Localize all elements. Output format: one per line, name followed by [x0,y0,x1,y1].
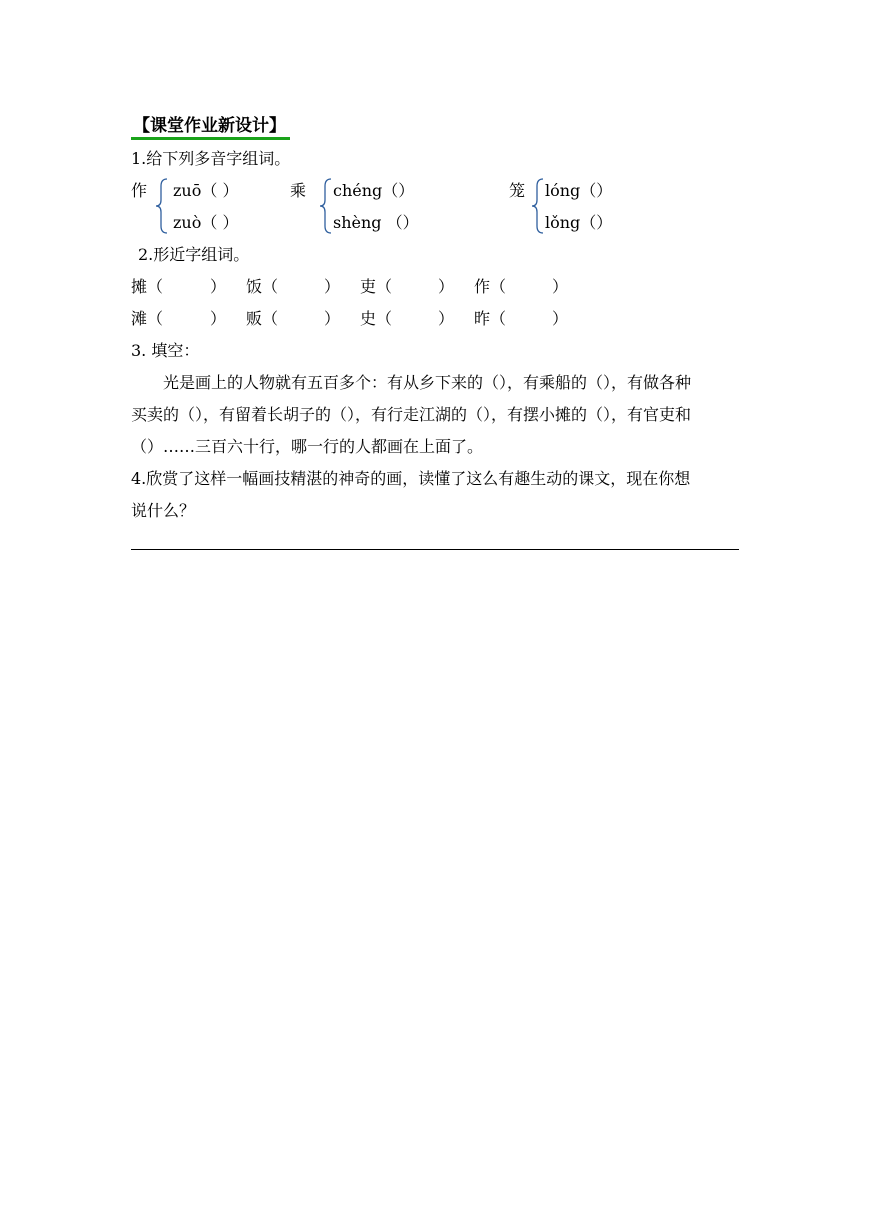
q2-r2-open-1: 滩（ [131,309,164,328]
q2-r1-close-2: ） [324,277,341,296]
q3-prompt: 3. 填空： [131,341,200,360]
brace-icon [155,178,169,234]
q1-char-zuo: 作 [131,181,148,200]
q1-char-long: 笼 [509,181,526,200]
q2-r1-open-2: 饭（ [246,277,279,296]
q1-prompt: 1.给下列多音字组词。 [131,149,291,168]
q2-r1-open-1: 摊（ [131,277,164,296]
q2-r1-close-3: ） [438,277,455,296]
q3-line-3: （）……三百六十行，哪一行的人都画在上面了。 [131,437,484,456]
q2-prompt: 2.形近字组词。 [138,245,250,264]
q2-r1-open-4: 作（ [474,277,507,296]
q1-reading-cheng: chéng（） [333,181,415,200]
q2-r1-close-1: ） [210,277,227,296]
q3-line-1: 光是画上的人物就有五百多个：有从乡下来的（），有乘船的（），有做各种 [163,373,692,392]
q2-r1-open-3: 吏（ [360,277,393,296]
q2-r1-close-4: ） [552,277,569,296]
q2-r2-open-4: 昨（ [474,309,507,328]
q1-reading-zuo1: zuō（ ） [173,181,239,200]
q4-line-2: 说什么？ [131,501,196,520]
brace-icon [531,178,545,234]
q2-r2-close-4: ） [552,309,569,328]
section-title: 【课堂作业新设计】 [131,115,290,140]
q4-line-1: 4.欣赏了这样一幅画技精湛的神奇的画，读懂了这么有趣生动的课文，现在你想 [131,469,691,488]
q1-reading-long2: lóng（） [545,181,613,200]
q2-r2-open-2: 贩（ [246,309,279,328]
q1-reading-long3: lǒng（） [545,213,613,232]
q1-char-cheng: 乘 [290,181,307,200]
q2-r2-close-2: ） [324,309,341,328]
answer-line[interactable] [131,549,739,550]
q2-r2-close-1: ） [210,309,227,328]
brace-icon [319,178,333,234]
q2-r2-open-3: 史（ [360,309,393,328]
q3-line-2: 买卖的（），有留着长胡子的（），有行走江湖的（），有摆小摊的（），有官吏和 [131,405,692,424]
q1-reading-zuo4: zuò（ ） [173,213,239,232]
q2-r2-close-3: ） [438,309,455,328]
q1-reading-sheng: shèng （） [333,213,419,232]
